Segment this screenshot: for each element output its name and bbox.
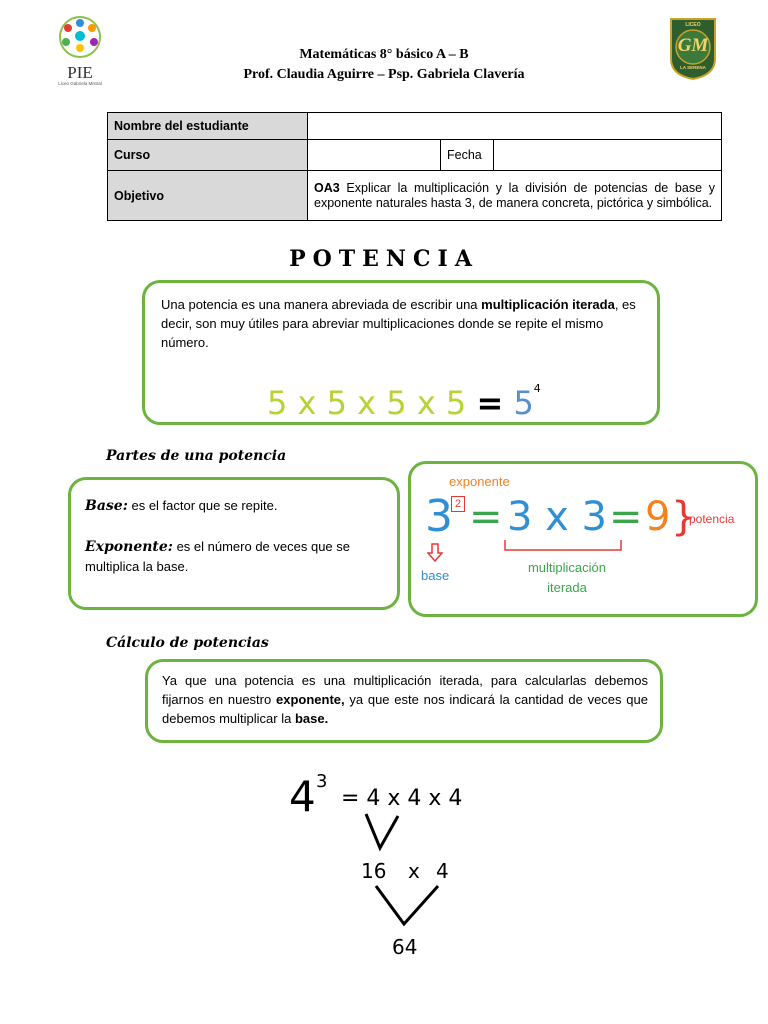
multiplication-label-line1: multiplicación	[527, 560, 607, 575]
calc-paragraph	[162, 671, 648, 728]
student-info-table	[107, 112, 722, 221]
objective-code: OA3	[314, 180, 340, 195]
underline-bracket-icon	[503, 540, 623, 552]
header-subject: Matemáticas 8° básico A – B	[299, 47, 469, 62]
diagram-eq-1: =	[469, 494, 503, 540]
intro-example-eq: =	[476, 384, 504, 422]
school-crest-ring-bottom: LA SERENA	[680, 65, 706, 70]
course-field[interactable]	[308, 140, 441, 171]
objective-cell	[308, 171, 722, 221]
school-crest-letters: GM	[677, 35, 709, 56]
objective-label: Objetivo	[108, 171, 308, 221]
intro-text-bold: multiplicación iterada	[481, 297, 615, 312]
calc-text-bold2: base.	[294, 711, 329, 726]
base-def: es el factor que se repite.	[127, 498, 278, 513]
diagram-result: 9	[645, 494, 671, 540]
worked-exponent: 3	[316, 771, 328, 792]
calc-text-bold1: exponente,	[275, 692, 345, 707]
exponent-definition	[85, 537, 381, 576]
worked-step-op: x	[408, 859, 420, 883]
objective-text: Explicar la multiplicación y la división de potencias de base y exponente naturales hasta 3, de manera concreta, pictórica y simbólica.	[314, 180, 715, 210]
calc-heading: Cálculo de potencias	[106, 635, 269, 651]
date-label: Fecha	[441, 140, 494, 171]
calc-box	[145, 659, 663, 743]
exponent-def: es el número de veces que se multiplica la base.	[85, 539, 351, 574]
intro-paragraph	[161, 295, 645, 352]
power-label: potencia	[689, 512, 735, 526]
course-label: Curso	[108, 140, 308, 171]
exponent-label: exponente	[449, 474, 510, 489]
intro-box	[142, 280, 660, 425]
main-title: POTENCIA	[289, 246, 479, 272]
diagram-base-number: 3	[425, 491, 453, 542]
calc-text-b: ya que este nos indicará la cantidad de veces que debemos multiplicar la	[162, 692, 648, 726]
worked-base: 4	[289, 772, 316, 821]
worked-tree-lines	[0, 800, 768, 1000]
base-label: base	[421, 568, 450, 583]
diagram-multiplication: 3 x 3	[507, 494, 607, 540]
multiplication-label	[507, 558, 627, 598]
worked-expansion: = 4 x 4 x 4	[341, 786, 463, 811]
intro-example	[267, 369, 541, 423]
diagram-exponent-box	[451, 496, 465, 512]
base-term: Base:	[85, 498, 128, 514]
date-field[interactable]	[494, 140, 722, 171]
student-name-field[interactable]	[308, 113, 722, 140]
calc-text-a: Ya que una potencia es una multiplicación iterada, para calcularlas debemos fijarnos en nuestro	[162, 673, 648, 707]
parts-box	[68, 477, 400, 610]
down-arrow-icon	[427, 543, 443, 563]
multiplication-label-line2: iterada	[547, 580, 587, 595]
diagram-brace-icon: }	[671, 494, 697, 540]
diagram-eq-2: =	[609, 494, 643, 540]
parts-heading: Partes de una potencia	[106, 448, 287, 464]
worked-step-right: 4	[436, 859, 449, 883]
intro-text-b: , es decir, son muy útiles para abreviar multiplicaciones donde se repite el mismo número.	[161, 297, 636, 350]
intro-example-base: 5	[513, 384, 534, 422]
header-teachers: Prof. Claudia Aguirre – Psp. Gabriela Clavería	[243, 67, 525, 82]
intro-example-lhs: 5 x 5 x 5 x 5	[267, 384, 467, 422]
pie-logo-text: PIE	[67, 63, 93, 82]
intro-example-exp: 4	[533, 382, 541, 395]
school-crest-ring-top: LICEO	[685, 22, 701, 28]
worked-final: 64	[392, 935, 418, 959]
parts-diagram-box	[408, 461, 758, 617]
student-name-label: Nombre del estudiante	[108, 113, 308, 140]
worked-step-left: 16	[361, 859, 387, 883]
intro-text-a: Una potencia es una manera abreviada de escribir una	[161, 297, 482, 312]
exponent-term: Exponente:	[85, 539, 173, 555]
pie-logo-subtext: Liceo Gabriela Mistral	[58, 81, 102, 86]
diagram-exponent-number: 2	[454, 498, 462, 510]
base-definition	[85, 496, 385, 516]
